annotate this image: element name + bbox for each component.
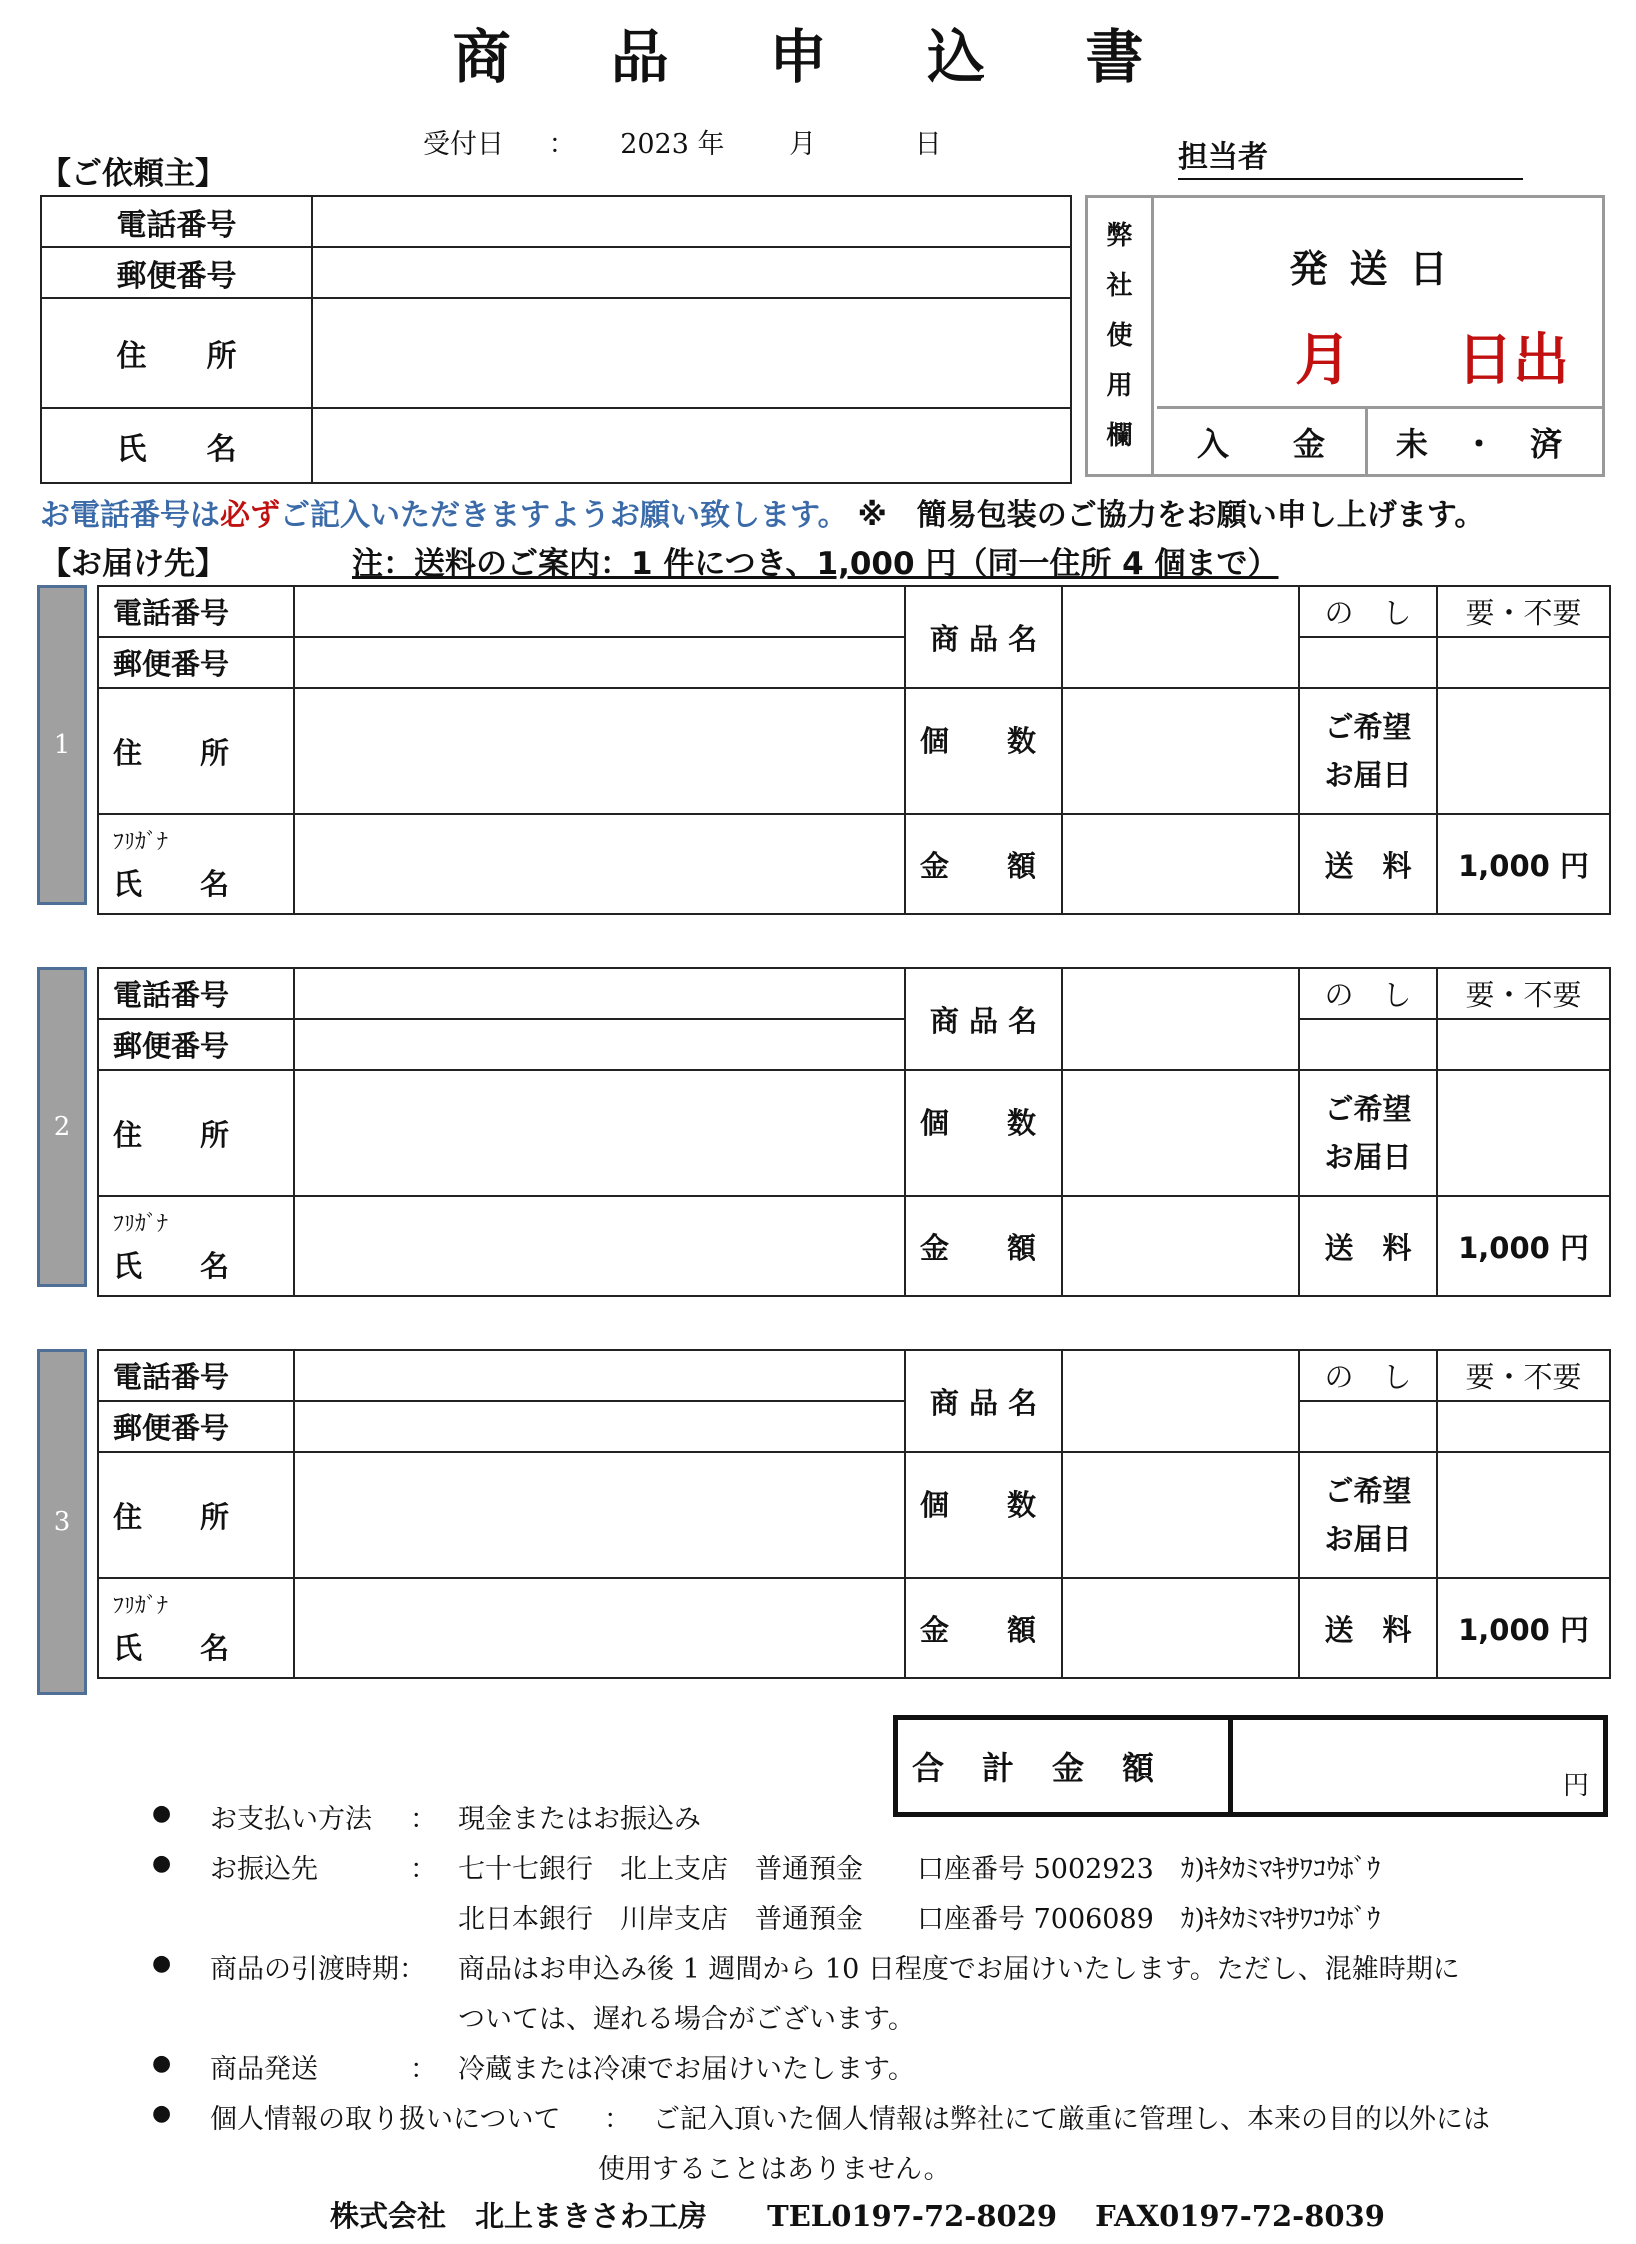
dest-shipping-label: 送 料 [1299,1578,1437,1678]
block-number [37,1349,87,1695]
dest-qty-field[interactable] [1062,1070,1299,1196]
dest-product-label [905,1350,1062,1452]
dest-phone-field[interactable] [294,586,905,637]
dest-name-field[interactable] [294,1578,905,1678]
ship-method-value: 冷蔵または冷凍でお届けいたします。 [458,2054,915,2085]
client-address-field[interactable] [312,298,1071,408]
dest-name-label-text: 氏 名 [113,1631,230,1665]
bullet-icon: ● [152,1851,172,1876]
client-postal-label: 郵便番号 [41,247,312,298]
receipt-sep: ： [548,129,576,160]
total-amount-box [893,1715,1608,1817]
privacy-value-2: 使用することはありません。 [598,2154,951,2185]
dest-noshi-option-field[interactable] [1437,637,1610,688]
dest-phone-label: 電話番号 [98,968,294,1019]
dest-product-label-text: 商 品 名 [929,1385,1038,1420]
dest-phone-field[interactable] [294,1350,905,1401]
client-address-label: 住 所 [41,298,312,408]
dest-amount-field[interactable] [1062,1196,1299,1296]
dest-amount-label: 金 額 [905,1578,1062,1678]
destination-table [97,585,1611,915]
dest-product-label-text: 商 品 名 [929,621,1038,656]
colon: ： [410,2054,437,2085]
total-label: 合計金額 [898,1720,1233,1812]
staff-label: 担当者 [1178,140,1268,175]
office-char: 弊 [1106,221,1133,251]
dest-wish-label-2: お届日 [1324,1522,1412,1556]
office-char: 使 [1106,321,1133,351]
footer [330,2194,1385,2235]
dest-phone-label: 電話番号 [98,586,294,637]
bank-label: お振込先 [210,1854,318,1885]
destination-table [97,967,1611,1297]
dest-furigana-label: ﾌﾘｶﾞﾅ [113,1594,169,1619]
destination-header [40,538,1279,583]
notice-part1: お電話番号は [40,498,220,533]
dest-product-label [905,968,1062,1070]
colon: ： [410,1854,437,1885]
dest-qty-label: 個 数 [905,1070,1062,1196]
dest-qty-label: 個 数 [905,688,1062,814]
pay-label: お支払い方法 [210,1804,372,1835]
dest-name-label [98,1196,294,1296]
receipt-year: 2023 年 [620,129,725,160]
office-use-box [1085,195,1605,477]
dest-name-field[interactable] [294,814,905,914]
dest-furigana-label: ﾌﾘｶﾞﾅ [113,830,169,855]
office-char: 用 [1106,371,1133,401]
dest-address-label: 住 所 [98,688,294,814]
delivery-value-2: ついては、遅れる場合がございます。 [458,2004,915,2035]
dest-noshi-option-field[interactable] [1437,1401,1610,1452]
dest-amount-field[interactable] [1062,814,1299,914]
dest-phone-field[interactable] [294,968,905,1019]
dest-product-label-text: 商 品 名 [929,1003,1038,1038]
dest-noshi-option-field[interactable] [1437,1019,1610,1070]
office-char: 社 [1106,271,1133,301]
payment-status[interactable]: 未 ・ 済 [1395,424,1575,463]
dest-noshi-field[interactable] [1299,1019,1437,1070]
dest-noshi-option[interactable]: 要・不要 [1437,968,1610,1019]
bullet-icon: ● [152,2051,172,2076]
dest-shipping-fee: 1,000 円 [1437,1196,1610,1296]
colon: ： [604,2104,631,2135]
dest-qty-label: 個 数 [905,1452,1062,1578]
bullet-icon: ● [152,1801,172,1826]
dest-product-field[interactable] [1062,586,1299,688]
dest-wish-label-2: お届日 [1324,758,1412,792]
bank-account-1: 七十七銀行 北上支店 普通預金 口座番号 5002923 ｶ)ｷﾀｶﾐﾏｷｻﾜｺｳﾎﾞｳ [458,1854,1381,1885]
office-use-vertical-label [1088,198,1154,474]
dest-noshi-option[interactable]: 要・不要 [1437,1350,1610,1401]
dest-wish-label-1: ご希望 [1324,710,1412,744]
dest-noshi-field[interactable] [1299,1401,1437,1452]
dest-amount-field[interactable] [1062,1578,1299,1678]
dest-postal-field[interactable] [294,1401,905,1452]
block-number-text: 2 [53,1112,71,1142]
notice-part4: ※ 簡易包装のご協力をお願い申し上げます。 [857,498,1485,533]
dest-amount-label: 金 額 [905,814,1062,914]
client-name-label: 氏 名 [41,408,312,483]
client-section-label: 【ご依頼主】 [40,156,226,192]
dest-shipping-label: 送 料 [1299,814,1437,914]
dest-noshi-option[interactable]: 要・不要 [1437,586,1610,637]
block-number [37,585,87,905]
dest-noshi-field[interactable] [1299,637,1437,688]
dest-noshi-label: の し [1299,968,1437,1019]
destination-table [97,1349,1611,1679]
total-amount-field[interactable] [1233,1720,1603,1812]
client-phone-label: 電話番号 [41,196,312,247]
delivery-label: 商品の引渡時期： [210,1954,426,1985]
client-name-field[interactable] [312,408,1071,483]
pay-value: 現金またはお振込み [458,1804,701,1835]
destination-section-label: 【お届け先】 [40,546,226,582]
payment-label: 入 金 [1157,409,1368,474]
office-char: 欄 [1106,421,1133,451]
bullet-icon: ● [152,2101,172,2126]
company-name: 株式会社 北上まきさわ工房 [330,2199,708,2233]
dest-phone-label: 電話番号 [98,1350,294,1401]
dest-address-label: 住 所 [98,1452,294,1578]
dest-address-label: 住 所 [98,1070,294,1196]
block-number-text: 1 [53,730,71,760]
dest-wish-label-2: お届日 [1324,1140,1412,1174]
dest-product-label [905,586,1062,688]
dest-shipping-label: 送 料 [1299,1196,1437,1296]
dest-name-label-text: 氏 名 [113,867,230,901]
colon: ： [410,1804,437,1835]
total-unit: 円 [1562,1771,1589,1801]
dest-name-label [98,814,294,914]
dest-postal-field[interactable] [294,637,905,688]
dest-name-field[interactable] [294,1196,905,1296]
ship-method-label: 商品発送 [210,2054,318,2085]
ship-date-area[interactable] [1157,198,1602,409]
dest-shipping-fee: 1,000 円 [1437,1578,1610,1678]
receipt-date [423,122,942,161]
dest-wish-field[interactable] [1437,1070,1610,1196]
dest-wish-label-1: ご希望 [1324,1474,1412,1508]
dest-wish-field[interactable] [1437,1452,1610,1578]
privacy-value-1: ご記入頂いた個人情報は弊社にて厳重に管理し、本来の目的以外には [653,2104,1490,2135]
dest-shipping-fee: 1,000 円 [1437,814,1610,914]
delivery-value-1: 商品はお申込み後 1 週間から 10 日程度でお届けいたします。ただし、混雑時期に [458,1954,1460,1985]
client-postal-field[interactable] [312,247,1071,298]
dest-qty-field[interactable] [1062,688,1299,814]
dest-qty-field[interactable] [1062,1452,1299,1578]
bank-account-2: 北日本銀行 川岸支店 普通預金 口座番号 7006089 ｶ)ｷﾀｶﾐﾏｷｻﾜｺｳﾎﾞｳ [458,1904,1381,1935]
fax: FAX0197-72-8039 [1095,2199,1385,2233]
dest-name-label [98,1578,294,1678]
notice-part2: 必ず [220,498,280,533]
dest-wish-label [1299,1452,1437,1578]
notice-line [40,490,1484,534]
staff-field[interactable] [1178,132,1523,180]
dest-wish-field[interactable] [1437,688,1610,814]
dest-product-field[interactable] [1062,1350,1299,1452]
dest-product-field[interactable] [1062,968,1299,1070]
payment-row [1157,409,1602,474]
shipping-note: 注：送料のご案内：1 件につき、1,000 円（同一住所 4 個まで） [352,546,1279,582]
receipt-day: 日 [914,129,942,160]
dest-postal-label: 郵便番号 [98,637,294,688]
ship-month: 月 [1295,328,1351,393]
receipt-label: 受付日 [423,129,504,160]
ship-date-label: 発送日 [1289,247,1470,291]
client-table [40,195,1072,484]
dest-amount-label: 金 額 [905,1196,1062,1296]
dest-postal-label: 郵便番号 [98,1019,294,1070]
client-phone-field[interactable] [312,196,1071,247]
ship-day: 日出 [1457,328,1569,393]
dest-address-field[interactable] [294,688,905,814]
dest-furigana-label: ﾌﾘｶﾞﾅ [113,1212,169,1237]
dest-noshi-label: の し [1299,586,1437,637]
dest-postal-label: 郵便番号 [98,1401,294,1452]
tel: TEL0197-72-8029 [767,2199,1058,2233]
dest-address-field[interactable] [294,1452,905,1578]
dest-address-field[interactable] [294,1070,905,1196]
dest-wish-label [1299,1070,1437,1196]
block-number [37,967,87,1287]
page-title: 商 品 申 込 書 [452,23,1184,91]
dest-noshi-label: の し [1299,1350,1437,1401]
dest-name-label-text: 氏 名 [113,1249,230,1283]
dest-postal-field[interactable] [294,1019,905,1070]
receipt-month: 月 [789,129,817,160]
privacy-label: 個人情報の取り扱いについて [210,2104,561,2135]
dest-wish-label [1299,688,1437,814]
dest-wish-label-1: ご希望 [1324,1092,1412,1126]
block-number-text: 3 [53,1507,71,1537]
bullet-icon: ● [152,1951,172,1976]
notice-part3: ご記入いただきますようお願い致します。 [280,498,848,533]
